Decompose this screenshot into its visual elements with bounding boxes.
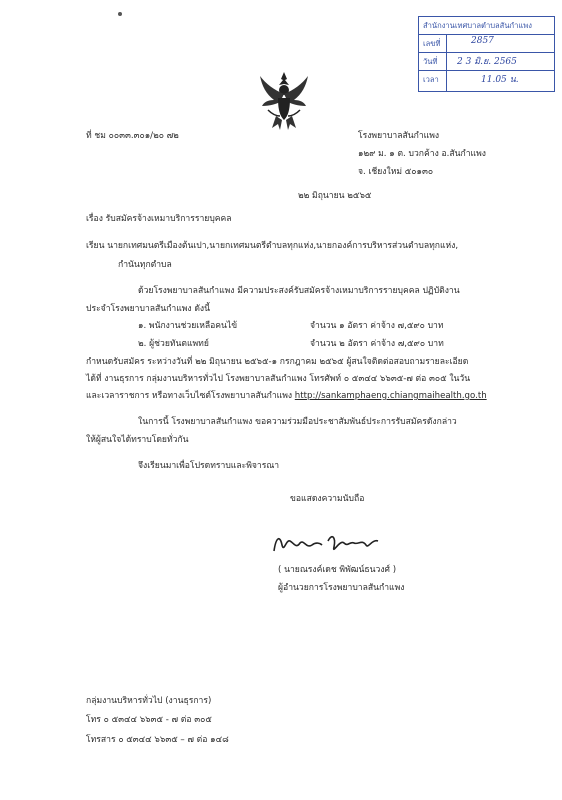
recipient-line1: เรียน นายกเทศมนตรีเมืองต้นเปา,นายกเทศมนตรีตำบลทุกแห่ง,นายกองค์การบริหารส่วนตำบลทุกแห่ง, <box>86 241 459 251</box>
signatory-name: ( นายณรงค์เดช พิพัฒน์ธนวงศ์ ) <box>278 565 397 575</box>
position-1-detail: จำนวน ๑ อัตรา ค่าจ้าง ๗,๕๙๐ บาท <box>310 321 444 331</box>
stamp-title-row <box>419 17 554 35</box>
org-address-line2: จ. เชียงใหม่ ๕๐๑๓๐ <box>358 167 434 177</box>
letter-subject: เรื่อง รับสมัครจ้างเหมาบริการรายบุคคล <box>86 214 232 224</box>
position-2-detail: จำนวน ๒ อัตรา ค่าจ้าง ๗,๕๙๐ บาท <box>310 339 444 349</box>
stamp-row-date <box>419 53 554 71</box>
cooperation-line1: ในการนี้ โรงพยาบาลสันกำแพง ขอความร่วมมือประชาสัมพันธ์ประการรับสมัครดังกล่าว <box>138 417 457 427</box>
garuda-emblem-icon <box>258 70 310 132</box>
cooperation-line2: ให้ผู้สนใจได้ทราบโดยทั่วกัน <box>86 435 189 445</box>
document-number: ที่ ชม ๐๐๓๓.๓๐๑/๒๐ ๗๒ <box>86 131 179 141</box>
application-line1: กำหนดรับสมัคร ระหว่างวันที่ ๒๒ มิถุนายน ๒๕๖๕-๑ กรกฎาคม ๒๕๖๕ ผู้สนใจติดต่อสอบถามรายละเอียด <box>86 357 469 367</box>
regards-text: ขอแสดงความนับถือ <box>290 494 365 504</box>
position-1-name: ๑. พนักงานช่วยเหลือคนไข้ <box>138 321 238 331</box>
scan-speck <box>118 12 122 16</box>
stamp-time-label: เวลา <box>423 75 439 84</box>
stamp-row-time <box>419 71 554 88</box>
received-stamp <box>418 16 555 92</box>
org-address-line1: ๑๒๙ ม. ๑ ต. บวกค้าง อ.สันกำแพง <box>358 149 486 159</box>
stamp-title: สำนักงานเทศบาลตำบลสันกำแพง <box>423 21 532 30</box>
org-name: โรงพยาบาลสันกำแพง <box>358 131 440 141</box>
footer-fax: โทรสาร ๐ ๕๓๔๔ ๖๖๓๕ – ๗ ต่อ ๑๔๘ <box>86 735 229 745</box>
handwritten-signature <box>270 527 382 561</box>
closing-request: จึงเรียนมาเพื่อโปรดทราบและพิจารณา <box>138 461 280 471</box>
signatory-position: ผู้อำนวยการโรงพยาบาลสันกำแพง <box>278 583 405 593</box>
footer-department: กลุ่มงานบริหารทั่วไป (งานธุรการ) <box>86 696 212 706</box>
stamp-date-label: วันที่ <box>423 57 438 66</box>
body-intro-line2: ประจำโรงพยาบาลสันกำแพง ดังนี้ <box>86 304 210 314</box>
application-line3-text: และเวลาราชการ หรือทางเว็บไซต์โรงพยาบาลสันกำแพง <box>86 391 293 401</box>
hospital-website-link[interactable]: http://sankamphaeng.chiangmaihealth.go.th <box>294 391 487 401</box>
letter-date: ๒๒ มิถุนายน ๒๕๖๕ <box>298 191 372 201</box>
footer-telephone: โทร ๐ ๕๓๔๔ ๖๖๓๕ - ๗ ต่อ ๓๐๕ <box>86 715 212 725</box>
stamp-time-value: 11.05 น. <box>481 75 519 85</box>
body-intro-line1: ด้วยโรงพยาบาลสันกำแพง มีความประสงค์รับสมัครจ้างเหมาบริการรายบุคคล ปฏิบัติงาน <box>138 286 460 296</box>
stamp-number-label: เลขที่ <box>423 39 441 48</box>
stamp-row-number <box>419 35 554 53</box>
position-2-name: ๒. ผู้ช่วยทันตแพทย์ <box>138 339 209 349</box>
stamp-number-value: 2857 <box>471 36 494 46</box>
application-line2: ได้ที่ งานธุรการ กลุ่มงานบริหารทั่วไป โรงพยาบาลสันกำแพง โทรศัพท์ ๐ ๕๓๔๔ ๖๖๓๕-๗ ต่อ ๓๐๕ ในวัน <box>86 374 471 384</box>
recipient-line2: กำนันทุกตำบล <box>118 260 172 270</box>
stamp-date-value: 2 3 มิ.ย. 2565 <box>457 57 517 67</box>
application-line3 <box>86 392 487 402</box>
